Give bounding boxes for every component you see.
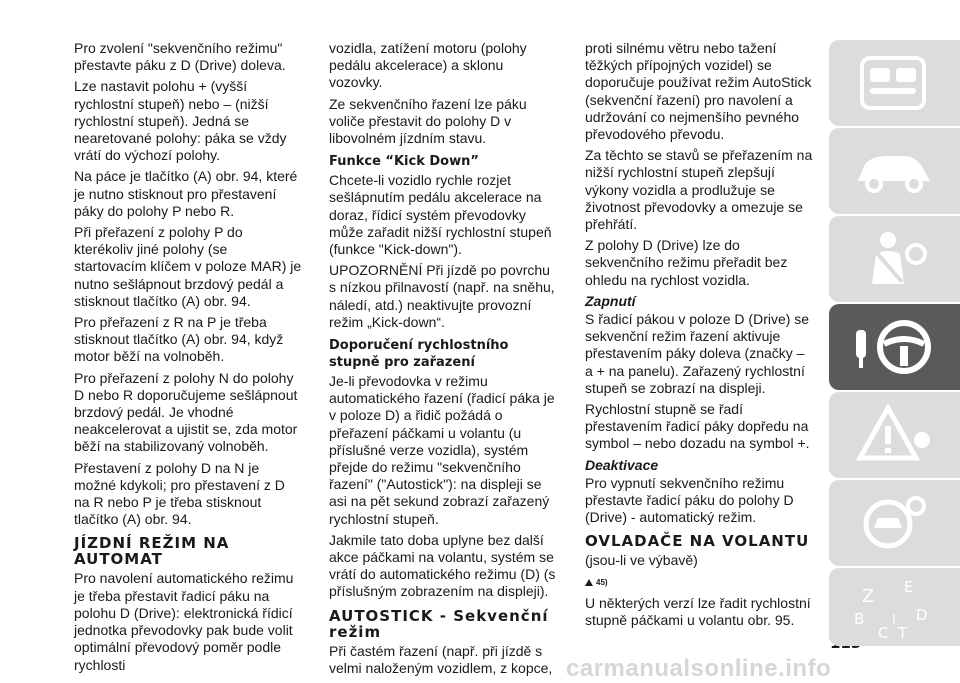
paragraph: Z polohy D (Drive) lze do sekvenčního režimu přeřadit bez ohledu na rychlost vozidla. xyxy=(585,237,788,288)
steering-wheel-key-icon xyxy=(848,312,938,382)
index-letter-c: C xyxy=(878,624,889,642)
paragraph: Jakmile tato doba uplyne bez další akce páčkami na volantu, systém se vrátí do automatického režimu (D) (s příslušným zobrazením na displeji). xyxy=(329,531,556,600)
italic-heading: Deaktivace xyxy=(585,456,659,473)
paragraph: Rychlostní stupně se řadí přestavením řadicí páky dopředu na symbol – nebo dozadu na symbol +. xyxy=(585,401,810,452)
index-letter-i: I xyxy=(892,613,896,628)
index-letter-t: T xyxy=(898,624,908,642)
paragraph: Pro přeřazení z R na P je třeba stisknout tlačítko (A) obr. 94, když motor běží na volnoběh. xyxy=(74,314,284,365)
section-heading: JÍZDNÍ REŽIM NA AUTOMAT xyxy=(74,534,230,569)
tab-steering-wheel-key-active[interactable] xyxy=(829,304,960,390)
paragraph: Při častém řazení (např. při jízdě s velmi naloženým vozidlem, z kopce, xyxy=(329,642,553,676)
index-letter-e: E xyxy=(904,578,914,596)
paragraph: Pro zvolení "sekvenčního režimu" přestavte páku z D (Drive) doleva. xyxy=(74,40,286,74)
tab-seatbelt-airbag[interactable] xyxy=(829,216,960,302)
tab-alphabet-index[interactable] xyxy=(829,568,960,646)
tab-car-side[interactable] xyxy=(829,128,960,214)
paragraph: proti silnému větru nebo tažení těžkých přípojných vozidel) se doporučuje používat režim AutoStick (sekvenční řazení) pro navolení a udržování co nejmenšího pevného převodového převodu. xyxy=(585,40,812,143)
paragraph: Pro vypnutí sekvenčního režimu přestavte řadicí páku do polohy D (Drive) - automatický režim. xyxy=(585,474,794,526)
note-number: 45) xyxy=(596,577,608,587)
subsection-heading: Doporučení rychlostního stupně pro zařazení xyxy=(329,338,509,371)
car-service-icon xyxy=(848,488,938,558)
index-letter-d: D xyxy=(916,606,928,624)
warning-note-ref xyxy=(585,574,813,591)
paragraph: Na páce je tlačítko (A) obr. 94, které je nutno stisknout pro přestavení páky do polohy P nebo R. xyxy=(74,168,298,219)
text-column-1 xyxy=(74,40,302,674)
paragraph: Chcete-li vozidlo rychle rozjet sešlápnutím pedálu akcelerace na doraz, řídicí systém převodovky může zařadit nižší rychlostní stupeň (funkce "Kick-down"). xyxy=(329,172,552,258)
warning-triangle-car-icon xyxy=(848,400,938,470)
paragraph: (jsou-li ve výbavě) xyxy=(585,552,698,569)
paragraph: Je-li převodovka v režimu automatického řazení (řadicí páka je v poloze D) a řidič požádá o přeřazení páčkami u volantu (u příslušné verze vozidla), systém přejde do režimu "sekvenčního řazení" ("Autostick"): na displeji se asi na pět sekund zobrazí zařazený rychlostní stupeň. xyxy=(329,373,555,527)
watermark: carmanualsonline.info xyxy=(566,655,832,682)
paragraph: Lze nastavit polohu + (vyšší rychlostní stupeň) nebo – (nižší rychlostní stupeň). Jedná se nearetované polohy: páka se vždy vrátí do výchozí polohy. xyxy=(74,78,287,164)
paragraph: Za těchto se stavů se přeřazením na nižší rychlostní stupeň zlepšují výkony vozidla a prodlužuje se životnost převodovky a omezuje se přehřátí. xyxy=(585,147,813,233)
subsection-heading: Funkce “Kick Down” xyxy=(329,154,479,170)
paragraph: Pro přeřazení z polohy N do polohy D nebo R doporučujeme sešlápnout brzdový pedál. Je vhodné neakcelerovat a ujistit se, zda motor běží na stabilizovaný volnoběh. xyxy=(74,369,298,455)
paragraph: UPOZORNĚNÍ Při jízdě po povrchu s nízkou přilnavostí (např. na sněhu, náledí, atd.) neaktivujte provozní režim „Kick-down“. xyxy=(329,262,555,330)
seatbelt-airbag-icon xyxy=(848,224,938,294)
section-heading: AUTOSTICK - Sekvenční režim xyxy=(329,606,549,641)
section-heading: OVLADAČE NA VOLANTU xyxy=(585,532,810,551)
paragraph: Přestavení z polohy D na N je možné kdykoli; pro přestavení z D na R nebo P je třeba stisknout tlačítko (A) obr. 94. xyxy=(74,459,285,528)
tab-car-dashboard[interactable] xyxy=(829,40,960,126)
paragraph: U některých verzí lze řadit rychlostní stupně páčkami u volantu obr. 95. xyxy=(585,594,811,629)
text-column-3 xyxy=(585,40,813,629)
alphabet-index-icon xyxy=(848,576,948,646)
tab-warning-triangle[interactable] xyxy=(829,392,960,478)
index-letter-z: Z xyxy=(862,586,875,607)
text-column-2 xyxy=(329,40,557,677)
paragraph: vozidla, zatížení motoru (polohy pedálu akcelerace) a sklonu vozovky. xyxy=(329,40,527,91)
tab-car-service[interactable] xyxy=(829,480,960,566)
car-dashboard-icon xyxy=(848,48,938,118)
paragraph: S řadicí pákou v poloze D (Drive) se sekvenční režim řazení aktivuje přestavením páky doleva (značky – a + na panelu). Zařazený rychlostní stupeň se zobrazí na displeji. xyxy=(585,311,810,396)
paragraph: Pro navolení automatického režimu je třeba přestavit řadicí páku na polohu D (Drive): elektronická řídicí jednotka převodovky pak bude volit optimální převodový poměr podle rychlosti xyxy=(74,570,294,673)
car-side-icon xyxy=(848,136,938,206)
italic-heading: Zapnutí xyxy=(585,292,636,309)
index-letter-b: B xyxy=(854,610,865,628)
paragraph: Ze sekvenčního řazení lze páku voliče přestavit do polohy D v libovolném jízdním stavu. xyxy=(329,95,527,147)
warning-triangle-icon xyxy=(585,579,593,586)
paragraph: Při přeřazení z polohy P do kterékoliv jiné polohy (se startovacím klíčem v poloze MAR) je nutno sešlápnout brzdový pedál a stisknout tlačítko (A) obr. 94. xyxy=(74,224,302,309)
